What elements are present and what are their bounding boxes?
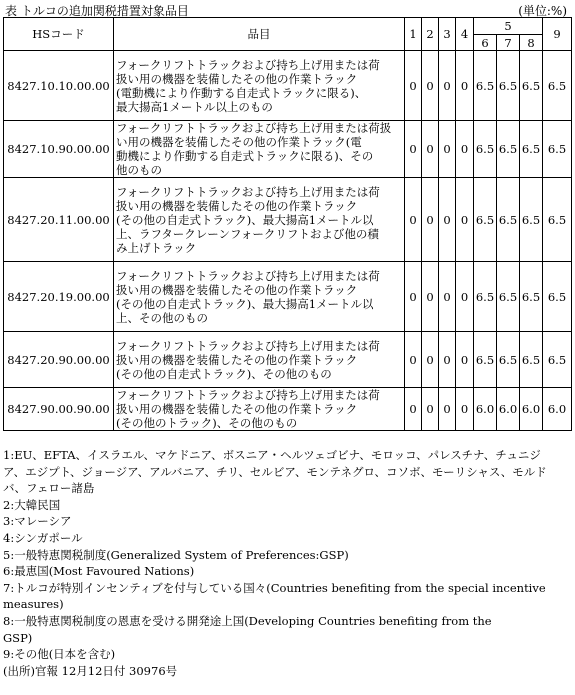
footnote-line: GSP)	[3, 630, 33, 645]
item-description-line: 扱い用の機器を装備したその他の作業トラック	[116, 71, 358, 86]
table-title: 表 トルコの追加関税措置対象品目	[5, 4, 189, 18]
item-description-line: い用の機器を装備したその他の作業トラック(電	[116, 135, 362, 149]
footnote-line: 2:大韓民国	[3, 497, 61, 512]
rate-cell-col-1: 0	[405, 121, 422, 178]
rate-cell-col-4: 0	[456, 51, 474, 121]
footnote-line: measures)	[3, 597, 64, 612]
hs-code-cell: 8427.20.90.00.00	[4, 332, 114, 388]
table-row	[4, 178, 572, 262]
rate-cell-col-6: 6.5	[474, 262, 497, 332]
rate-cell-col-4: 0	[456, 262, 474, 332]
table-row	[4, 388, 572, 431]
footnote-line: 5:一般特恵関税制度(Generalized System of Preferences:GSP)	[3, 547, 349, 562]
item-description-cell	[114, 388, 405, 431]
rate-cell-col-3: 0	[439, 388, 456, 431]
rate-cell-col-4: 0	[456, 121, 474, 178]
rate-cell-col-6: 6.5	[474, 51, 497, 121]
rate-cell-col-8: 6.5	[520, 178, 543, 262]
unit-label: (単位:%)	[518, 4, 567, 18]
hs-code-cell: 8427.10.10.00.00	[4, 51, 114, 121]
rate-cell-col-9: 6.0	[543, 388, 572, 431]
item-description-line: (その他の自走式トラック)、最大揚高1メートル以	[116, 296, 374, 311]
footnote-line: 1:EU、EFTA、イスラエル、マケドニア、ボスニア・ヘルツェゴビナ、モロッコ、パレスチナ、チュニジ	[3, 448, 541, 462]
footnotes	[3, 447, 569, 679]
item-description-line: 上、その他のもの	[116, 310, 208, 325]
rate-cell-col-4: 0	[456, 388, 474, 431]
rate-cell-col-7: 6.5	[497, 178, 520, 262]
header-hs-code: HSコード	[4, 18, 114, 51]
header-col-2: 2	[422, 18, 439, 51]
item-description-line: (その他の自走式トラック)、最大揚高1メートル以	[116, 212, 374, 227]
item-description-line: 動機により作動する自走式トラックに限る)、その	[116, 149, 374, 163]
item-description-line: フォークリフトトラックおよび持ち上げ用または荷	[116, 338, 380, 353]
item-description-line: 扱い用の機器を装備したその他の作業トラック	[116, 402, 358, 416]
item-description-line: み上げトラック	[116, 240, 197, 255]
rate-cell-col-3: 0	[439, 178, 456, 262]
rate-cell-col-6: 6.5	[474, 121, 497, 178]
rate-cell-col-9: 6.5	[543, 332, 572, 388]
rate-cell-col-3: 0	[439, 332, 456, 388]
item-description-line: フォークリフトトラックおよび持ち上げ用または荷	[116, 388, 380, 402]
rate-cell-col-3: 0	[439, 262, 456, 332]
rate-cell-col-2: 0	[422, 51, 439, 121]
rate-cell-col-4: 0	[456, 332, 474, 388]
item-description-line: フォークリフトトラックおよび持ち上げ用または荷扱	[116, 121, 392, 135]
header-col-1: 1	[405, 18, 422, 51]
rate-cell-col-6: 6.5	[474, 332, 497, 388]
item-description-line: フォークリフトトラックおよび持ち上げ用または荷	[116, 268, 380, 283]
item-description-line: 扱い用の機器を装備したその他の作業トラック	[116, 352, 358, 367]
header-item: 品目	[114, 18, 405, 51]
footnote-line: 8:一般特恵関税制度の恩恵を受ける開発途上国(Developing Countries benefiting from the	[3, 613, 492, 628]
item-description-line: 扱い用の機器を装備したその他の作業トラック	[116, 282, 358, 297]
rate-cell-col-2: 0	[422, 388, 439, 431]
rate-cell-col-7: 6.5	[497, 332, 520, 388]
item-description-cell	[114, 51, 405, 121]
footnote-line: 6:最恵国(Most Favoured Nations)	[3, 564, 195, 579]
table-row	[4, 51, 572, 121]
item-description-line: フォークリフトトラックおよび持ち上げ用または荷	[116, 57, 380, 72]
rate-cell-col-8: 6.5	[520, 262, 543, 332]
rate-cell-col-9: 6.5	[543, 121, 572, 178]
table-body	[4, 51, 572, 431]
header-col-6: 6	[474, 35, 497, 51]
header-col-3: 3	[439, 18, 456, 51]
item-description-line: フォークリフトトラックおよび持ち上げ用または荷	[116, 184, 380, 199]
hs-code-cell: 8427.20.19.00.00	[4, 262, 114, 332]
rate-cell-col-1: 0	[405, 178, 422, 262]
item-description-cell	[114, 121, 405, 178]
table-row	[4, 121, 572, 178]
footnote-line: 9:その他(日本を含む)	[3, 647, 116, 662]
item-description-line: (電動機により作動する自走式トラックに限る)、	[116, 85, 367, 100]
rate-cell-col-1: 0	[405, 262, 422, 332]
rate-cell-col-3: 0	[439, 51, 456, 121]
footnote-line: 3:マレーシア	[3, 514, 72, 529]
rate-cell-col-7: 6.5	[497, 51, 520, 121]
rate-cell-col-4: 0	[456, 178, 474, 262]
item-description-cell	[114, 178, 405, 262]
header-col-4: 4	[456, 18, 474, 51]
hs-code-cell: 8427.20.11.00.00	[4, 178, 114, 262]
rate-cell-col-8: 6.0	[520, 388, 543, 431]
rate-cell-col-1: 0	[405, 51, 422, 121]
rate-cell-col-8: 6.5	[520, 121, 543, 178]
table-row	[4, 262, 572, 332]
item-description-line: (その他のトラック)、その他のもの	[116, 416, 298, 430]
hs-code-cell: 8427.90.00.90.00	[4, 388, 114, 431]
tariff-table	[3, 17, 572, 431]
rate-cell-col-7: 6.5	[497, 262, 520, 332]
hs-code-cell: 8427.10.90.00.00	[4, 121, 114, 178]
rate-cell-col-6: 6.5	[474, 178, 497, 262]
footnote-line: 7:トルコが特別インセンティブを付与している国々(Countries benefiting from the special incentive	[3, 580, 546, 595]
item-description-line: 上、ラフタークレーンフォークリフトおよび他の積	[116, 226, 379, 241]
rate-cell-col-7: 6.0	[497, 388, 520, 431]
rate-cell-col-9: 6.5	[543, 51, 572, 121]
footnote-line: バ、フェロー諸島	[3, 481, 95, 496]
rate-cell-col-9: 6.5	[543, 178, 572, 262]
header-col-5: 5	[474, 18, 543, 35]
rate-cell-col-8: 6.5	[520, 51, 543, 121]
rate-cell-col-3: 0	[439, 121, 456, 178]
item-description-cell	[114, 332, 405, 388]
rate-cell-col-2: 0	[422, 178, 439, 262]
item-description-cell	[114, 262, 405, 332]
item-description-line: (その他の自走式トラック)、その他のもの	[116, 366, 332, 381]
rate-cell-col-1: 0	[405, 332, 422, 388]
rate-cell-col-2: 0	[422, 121, 439, 178]
header-col-7: 7	[497, 35, 520, 51]
footnote-line: 4:シンガポール	[3, 530, 83, 545]
rate-cell-col-6: 6.0	[474, 388, 497, 431]
item-description-line: 最大揚高1メートル以上のもの	[116, 99, 273, 114]
header-col-9: 9	[543, 18, 572, 51]
item-description-line: 扱い用の機器を装備したその他の作業トラック	[116, 198, 358, 213]
rate-cell-col-1: 0	[405, 388, 422, 431]
footnote-line: ア、エジプト、ジョージア、アルバニア、チリ、セルビア、モンテネグロ、コソボ、モーリシャス、モルド	[3, 464, 547, 479]
rate-cell-col-9: 6.5	[543, 262, 572, 332]
item-description-line: 他のもの	[116, 163, 162, 177]
header-col-8: 8	[520, 35, 543, 51]
footnote-line: (出所)官報 12月12日付 30976号	[3, 663, 178, 678]
rate-cell-col-7: 6.5	[497, 121, 520, 178]
rate-cell-col-8: 6.5	[520, 332, 543, 388]
table-row	[4, 332, 572, 388]
rate-cell-col-2: 0	[422, 262, 439, 332]
rate-cell-col-2: 0	[422, 332, 439, 388]
